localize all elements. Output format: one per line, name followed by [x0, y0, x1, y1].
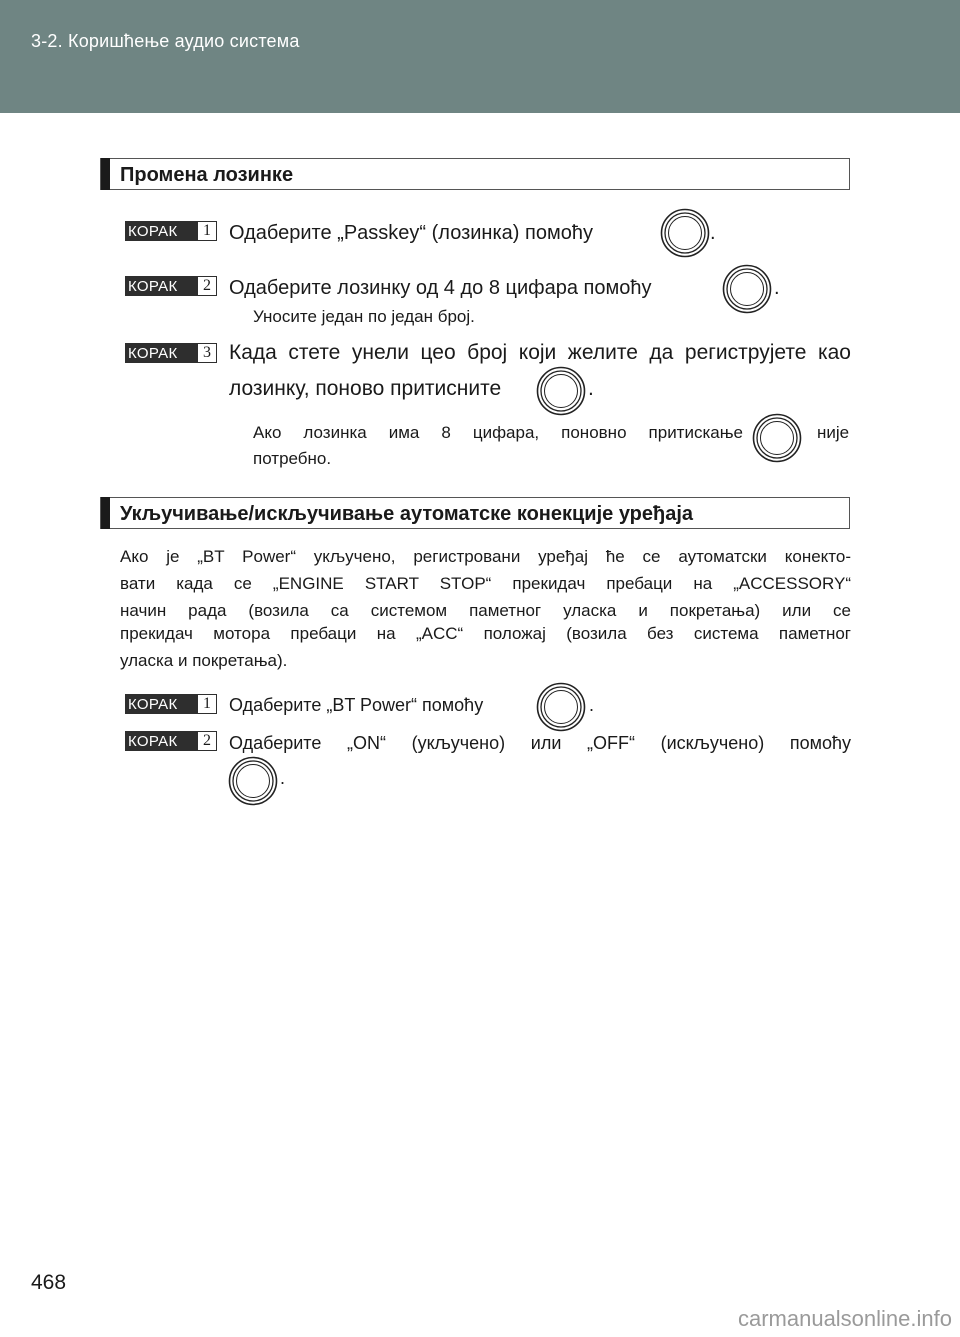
section-title: Укључивање/искључивање аутоматске конекције уређаја: [120, 503, 694, 525]
step-badge: [125, 343, 217, 363]
page-header: [0, 0, 960, 113]
heading-accent-bar: [101, 497, 110, 529]
section-heading-auto-connect: [100, 497, 850, 529]
step-note: није: [817, 423, 850, 442]
step-badge: [125, 694, 217, 714]
step-text-end: .: [774, 277, 780, 299]
step-number: 2: [197, 276, 217, 296]
step-label: КОРАК: [128, 695, 178, 713]
step-badge: [125, 731, 217, 751]
paragraph-line: Ако је „BT Power“ укључено, регистровани уређај ће се аутоматски конекто-: [120, 547, 851, 566]
heading-accent-bar: [101, 158, 110, 190]
step-label: КОРАК: [128, 344, 178, 362]
section-title: Промена лозинке: [120, 164, 294, 186]
page-number: 468: [31, 1271, 67, 1294]
chapter-title: 3-2. Коришћење аудио система: [31, 31, 300, 51]
step-text-end: .: [710, 222, 716, 244]
step-note: Уносите један по један број.: [253, 307, 475, 326]
tune-select-knob-icon: [660, 208, 710, 258]
tune-select-knob-icon: [228, 756, 278, 806]
step-number: 3: [197, 343, 217, 363]
step-text: Када стете унели цео број који желите да региструјете као: [229, 341, 851, 364]
step-text: Одаберите лозинку од 4 до 8 цифара помоћу: [229, 277, 652, 299]
paragraph-line: вати када се „ENGINE START STOP“ прекидач пребаци на „ACCESSORY“: [120, 574, 851, 593]
step-badge: [125, 276, 217, 296]
tune-select-knob-icon: [536, 366, 586, 416]
watermark: carmanualsonline.info: [737, 1306, 952, 1331]
step-number: 1: [197, 221, 217, 241]
step-text: Одаберите „BT Power“ помоћу: [229, 695, 484, 715]
step-text: Одаберите „ON“ (укључено) или „OFF“ (искључено) помоћу: [229, 733, 851, 753]
paragraph-line: уласка и покретања).: [120, 651, 288, 670]
tune-select-knob-icon: [722, 264, 772, 314]
step-text-end: .: [588, 377, 594, 400]
step-text: Одаберите „Passkey“ (лозинка) помоћу: [229, 222, 593, 244]
step-note: потребно.: [253, 449, 332, 468]
paragraph-line: прекидач мотора пребаци на „ACC“ положај (возила без система паметног: [120, 624, 851, 643]
step-text: лозинку, поново притисните: [229, 377, 502, 400]
step-number: 2: [197, 731, 217, 751]
step-label: КОРАК: [128, 732, 178, 750]
step-number: 1: [197, 694, 217, 714]
section-heading-passkey: [100, 158, 850, 190]
paragraph-line: начин рада (возила са системом паметног уласка и покретања) или се: [120, 601, 851, 620]
tune-select-knob-icon: [536, 682, 586, 732]
step-text-end: .: [280, 768, 286, 788]
step-text-end: .: [589, 695, 595, 715]
tune-select-knob-icon: [752, 413, 802, 463]
step-badge: [125, 221, 217, 241]
step-label: КОРАК: [128, 277, 178, 295]
step-label: КОРАК: [128, 222, 178, 240]
step-note: Ако лозинка има 8 цифара, поновно притискање: [253, 423, 743, 442]
